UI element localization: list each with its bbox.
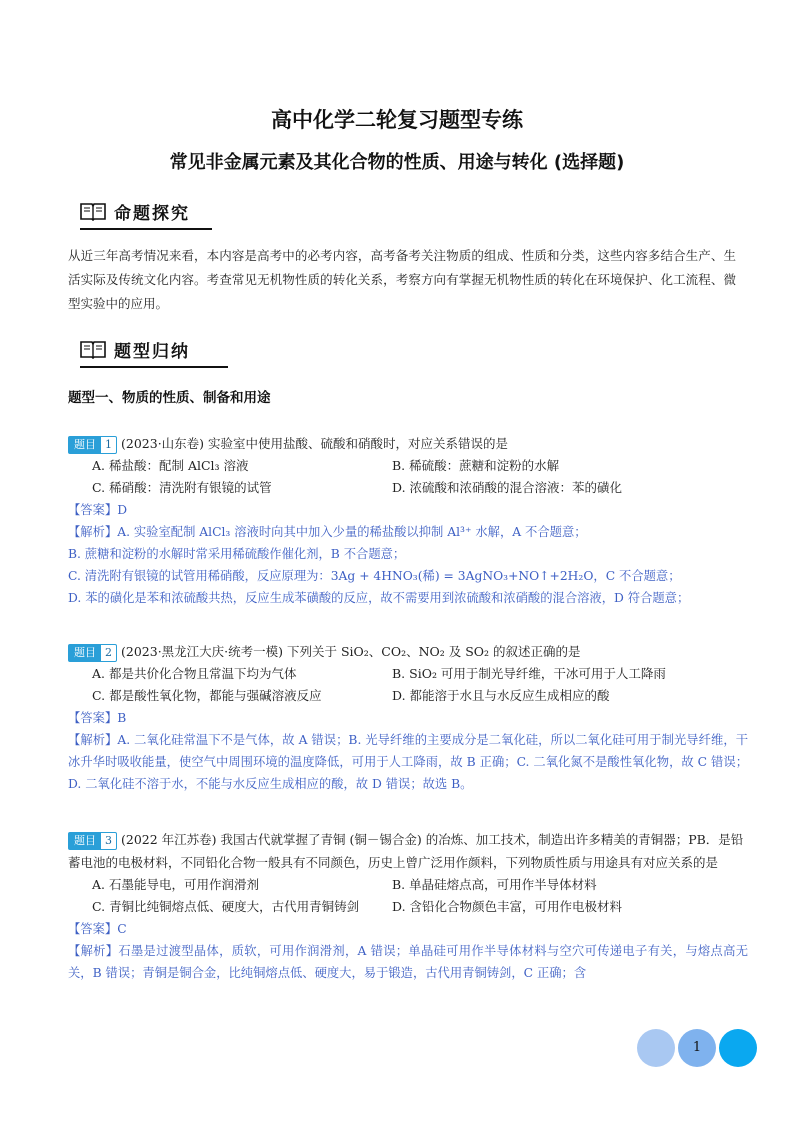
page-indicator [637, 1026, 757, 1070]
solution-line: C. 清洗附有银镜的试管用稀硝酸，反应原理为：3Ag + 4HNO₃(稀) = 3AgNO₃+NO↑+2H₂O，C 不合题意； [68, 569, 681, 583]
section-underline [80, 228, 212, 230]
option-d: D. 浓硫酸和浓硝酸的混合溶液：苯的磺化 [392, 480, 623, 495]
option-c: C. 都是酸性氧化物，都能与强碱溶液反应 [92, 688, 322, 703]
page-subtitle: 常见非金属元素及其化合物的性质、用途与转化 (选择题) [169, 152, 625, 173]
question-1 [68, 432, 748, 609]
question-stem-row [68, 640, 748, 663]
badge-number: 1 [105, 437, 112, 451]
badge-label: 题目 [69, 437, 101, 453]
question-3 [68, 828, 748, 984]
badge-number: 2 [105, 645, 112, 659]
section-label: 命题探究 [114, 203, 190, 224]
book-icon [80, 339, 106, 359]
option-b: B. SiO₂ 可用于制光导纤维，干冰可用于人工降雨 [392, 666, 666, 681]
option-c: C. 青铜比纯铜熔点低、硬度大，古代用青铜铸剑 [92, 899, 360, 914]
question-stem: (2023·山东卷) 实验室中使用盐酸、硫酸和硝酸时，对应关系错误的是 [121, 436, 509, 451]
option-c: C. 稀硝酸：清洗附有银镜的试管 [92, 480, 272, 495]
section-heading-summary [80, 334, 190, 364]
page-title: 高中化学二轮复习题型专练 [271, 108, 523, 132]
intro-paragraph: 从近三年高考情况来看，本内容是高考中的必考内容，高考备考关注物质的组成、性质和分类，这些内容多结合生产、生活实际及传统文化内容。考查常见无机物性质的转化关系，考察方向有掌握无机物性质的转化在环境保护、化工流程、微型实验中的应用。 [68, 248, 736, 311]
solution-line: B. 蔗糖和淀粉的水解时常采用稀硫酸作催化剂，B 不合题意； [68, 547, 406, 561]
option-b: B. 稀硫酸：蔗糖和淀粉的水解 [392, 458, 560, 473]
book-icon [80, 201, 106, 221]
question-badge [68, 832, 117, 850]
option-d: D. 都能溶于水且与水反应生成相应的酸 [392, 688, 610, 703]
page-dot-right [719, 1029, 757, 1067]
section-heading-explore [80, 196, 190, 226]
option-a: A. 石墨能导电，可用作润滑剂 [92, 877, 259, 892]
type-heading: 题型一、物质的性质、制备和用途 [68, 390, 271, 406]
badge-number: 3 [105, 833, 112, 847]
option-a: A. 稀盐酸：配制 AlCl₃ 溶液 [92, 458, 249, 473]
badge-label: 题目 [69, 833, 101, 849]
question-stem: (2022 年江苏卷) 我国古代就掌握了青铜 (铜－锡合金) 的冶炼、加工技术，制造出许多精美的青铜器；PB．是铅蓄电池的电极材料，不同铅化合物一般具有不同颜色，历史上曾广泛用作颜料，下列物质性质与用途具有对应关系的是 [68, 832, 744, 870]
badge-label: 题目 [69, 645, 101, 661]
question-badge [68, 436, 117, 454]
solution [68, 940, 748, 984]
answer: 【答案】D [68, 503, 128, 517]
question-stem: (2023·黑龙江大庆·统考一模) 下列关于 SiO₂、CO₂、NO₂ 及 SO₂ 的叙述正确的是 [121, 644, 581, 659]
answer: 【答案】B [68, 711, 127, 725]
section-underline [80, 366, 228, 368]
answer: 【答案】C [68, 922, 127, 936]
option-b: B. 单晶硅熔点高，可用作半导体材料 [392, 877, 597, 892]
solution-line: 【解析】A. 实验室配制 AlCl₃ 溶液时向其中加入少量的稀盐酸以抑制 Al³⁺ 水解，A 不合题意； [68, 525, 587, 539]
option-a: A. 都是共价化合物且常温下均为气体 [92, 666, 297, 681]
option-d: D. 含铅化合物颜色丰富，可用作电极材料 [392, 899, 623, 914]
question-badge [68, 644, 117, 662]
solution [68, 729, 748, 795]
question-stem-row [68, 828, 748, 874]
question-2 [68, 640, 748, 795]
page-dot-left [637, 1029, 675, 1067]
option-list [92, 455, 748, 499]
solution-line: 【解析】A. 二氧化硅常温下不是气体，故 A 错误；B. 光导纤维的主要成分是二氧化硅，所以二氧化硅可用于制光导纤维，干冰升华时吸收能量，使空气中周围环境的温度降低，可用于人工降雨，故 B 正确；C. 二氧化氮不是酸性氧化物，故 C 错误；D. 二氧化硅不溶于水，不能与水反应生成相应的酸，故 D 错误；故选 B。 [68, 733, 748, 791]
solution-line: D. 苯的磺化是苯和浓硫酸共热，反应生成苯磺酸的反应，故不需要用到浓硫酸和浓硝酸的混合溶液，D 符合题意； [68, 591, 690, 605]
option-list [92, 874, 748, 918]
question-stem-row [68, 432, 748, 455]
page-number: 1 [692, 1040, 702, 1055]
option-list [92, 663, 748, 707]
solution-line: 【解析】石墨是过渡型晶体，质软，可用作润滑剂，A 错误；单晶硅可用作半导体材料与空穴可传递电子有关，与熔点高无关，B 错误；青铜是铜合金，比纯铜熔点低、硬度大，易于锻造，古代用青铜铸剑，C 正确；含 [68, 944, 748, 980]
solution [68, 521, 748, 609]
section-label: 题型归纳 [114, 341, 190, 362]
